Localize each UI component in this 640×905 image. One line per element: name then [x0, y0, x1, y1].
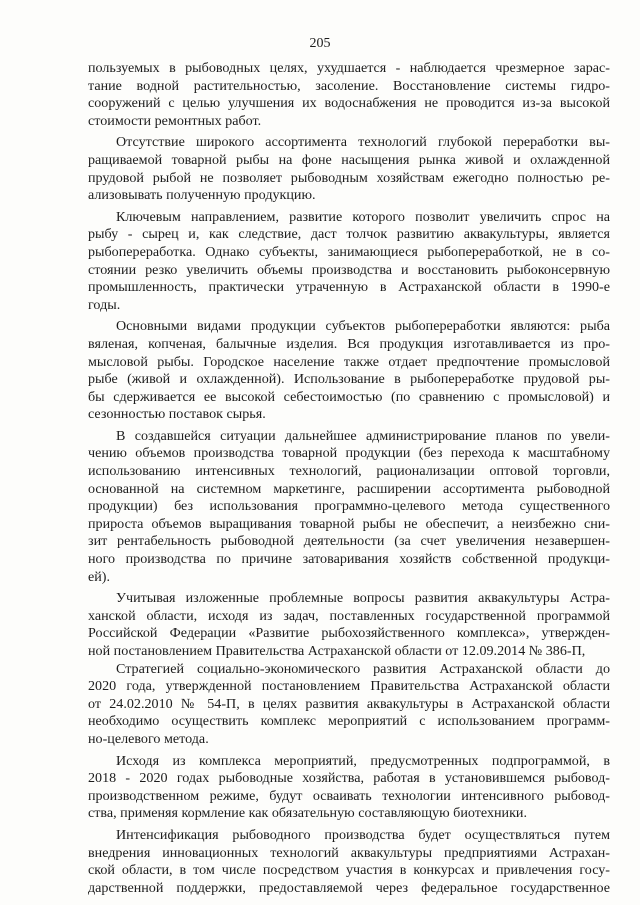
text-line: Ключевым направлением, развитие которого позволит увеличить спрос на: [116, 208, 610, 225]
text-line: производственном режиме, будут осваивать технологии интенсивного рыбовод-: [88, 787, 610, 804]
text-line: ей).: [88, 568, 111, 585]
text-line: ханской области, исходя из задач, поставленных государственной программой: [88, 607, 610, 624]
text-line: рыбопереработка. Однако субъекты, занимающиеся рыбопереработкой, не в со-: [88, 243, 610, 260]
text-line: 2020 года, утвержденной постановлением Правительства Астраханской области: [88, 678, 610, 695]
text-line: тание водной растительностью, засоление. Восстановление системы гидро-: [88, 77, 610, 94]
text-line: внедрения инновационных технологий аквакультуры предприятиями Астрахан-: [88, 844, 610, 861]
text-line: сезонностью поставок сырья.: [88, 406, 266, 423]
text-line: зит рентабельность рыбоводной деятельности (за счет увеличения незавершен-: [88, 533, 610, 550]
text-line: необходимо осуществить комплекс мероприятий с использованием программ-: [88, 713, 610, 730]
paragraph: [88, 428, 610, 586]
text-line: основанной на системном маркетинге, расширении ассортимента рыбоводной: [88, 480, 610, 497]
text-line: использованию интенсивных технологий, рационализации оптовой торговли,: [88, 463, 610, 480]
text-line: Учитывая изложенные проблемные вопросы развития аквакультуры Астра-: [116, 590, 610, 607]
text-line: В создавшейся ситуации дальнейшее администрирование планов по увели-: [116, 427, 610, 444]
text-line: ращиваемой товарной рыбы на фоне насыщения рынка живой и охлажденной: [88, 151, 610, 168]
text-line: бы сдерживается ее высокой себестоимостью (по сравнению с промысловой) и: [88, 388, 610, 405]
text-line: ства, применяя кормление как обязательную составляющую биотехники.: [88, 805, 527, 822]
text-line: промышленность, практически утраченную в Астраханской области в 1990-е: [88, 279, 610, 296]
text-line: прудовой рыбой не позволяет рыбоводным хозяйствам ежегодно полностью ре-: [88, 169, 610, 186]
paragraph: [88, 827, 610, 897]
text-line: пользуемых в рыбоводных целях, ухудшается - наблюдается чрезмерное зарас-: [88, 60, 610, 76]
text-line: ской области, в том числе посредством участия в конкурсах и привлечения госу-: [88, 862, 610, 879]
text-line: стоимости ремонтных работ.: [88, 112, 262, 129]
text-line: сооружений с целью улучшения их водоснабжения не проводится из-за высокой: [88, 95, 610, 112]
text-line: Отсутствие широкого ассортимента технологий глубокой переработки вы-: [116, 134, 610, 151]
text-line: от 24.02.2010 № 54-П, в целях развития аквакультуры в Астраханской области: [88, 695, 610, 712]
text-line: мысловой рыбы. Городское население также отдает предпочтение промысловой: [88, 353, 610, 370]
text-line: ализовывать полученную продукцию.: [88, 187, 316, 204]
paragraph: [88, 60, 610, 130]
page-number: 205: [309, 36, 331, 51]
text-line: чению объемов производства товарной продукции (без перехода к масштабному: [88, 445, 610, 462]
document-body: [88, 60, 610, 899]
text-line: ной постановлением Правительства Астраханской области от 12.09.2014 № 386-П,: [88, 643, 586, 659]
text-line: Основными видами продукции субъектов рыбопереработки являются: рыба: [116, 318, 610, 335]
text-line: рыбе (живой и охлажденной). Использование в рыбопереработке прудовой ры-: [88, 371, 610, 388]
text-line: рыбу - сырец и, как следствие, даст толчок развитию аквакультуры, является: [88, 226, 610, 243]
paragraph: [88, 209, 610, 315]
text-line: Стратегией социально-экономического развития Астраханской области до: [116, 660, 610, 677]
text-line: стоянии резко увеличить объемы производства и восстановить рыбоконсервную: [88, 261, 610, 278]
text-line: но-целевого метода.: [88, 730, 209, 747]
paragraph: [88, 318, 610, 424]
text-line: Исходя из комплекса мероприятий, предусмотренных подпрограммой, в: [116, 752, 610, 769]
text-line: годы.: [88, 296, 121, 313]
text-line: дарственной поддержки, предоставляемой через федеральное государственное: [88, 879, 610, 896]
text-line: прироста объемов выращивания товарной рыбы не обеспечит, а неизбежно сни-: [88, 515, 610, 532]
text-line: Интенсификация рыбоводного производства будет осуществляться путем: [116, 826, 610, 843]
text-line: Российской Федерации «Развитие рыбохозяйственного комплекса», утвержден-: [88, 625, 610, 642]
paragraph: [88, 590, 610, 748]
text-line: вяленая, копченая, балычные изделия. Вся продукция изготавливается из про-: [88, 335, 610, 352]
text-line: 2018 - 2020 годах рыбоводные хозяйства, работая в установившемся рыбовод-: [88, 770, 610, 787]
text-line: продукции) без использования программно-целевого метода существенного: [88, 498, 610, 515]
paragraph: [88, 753, 610, 823]
paragraph: [88, 134, 610, 204]
text-line: ного производства по причине затоваривания хозяйств собственной продукци-: [88, 551, 610, 568]
